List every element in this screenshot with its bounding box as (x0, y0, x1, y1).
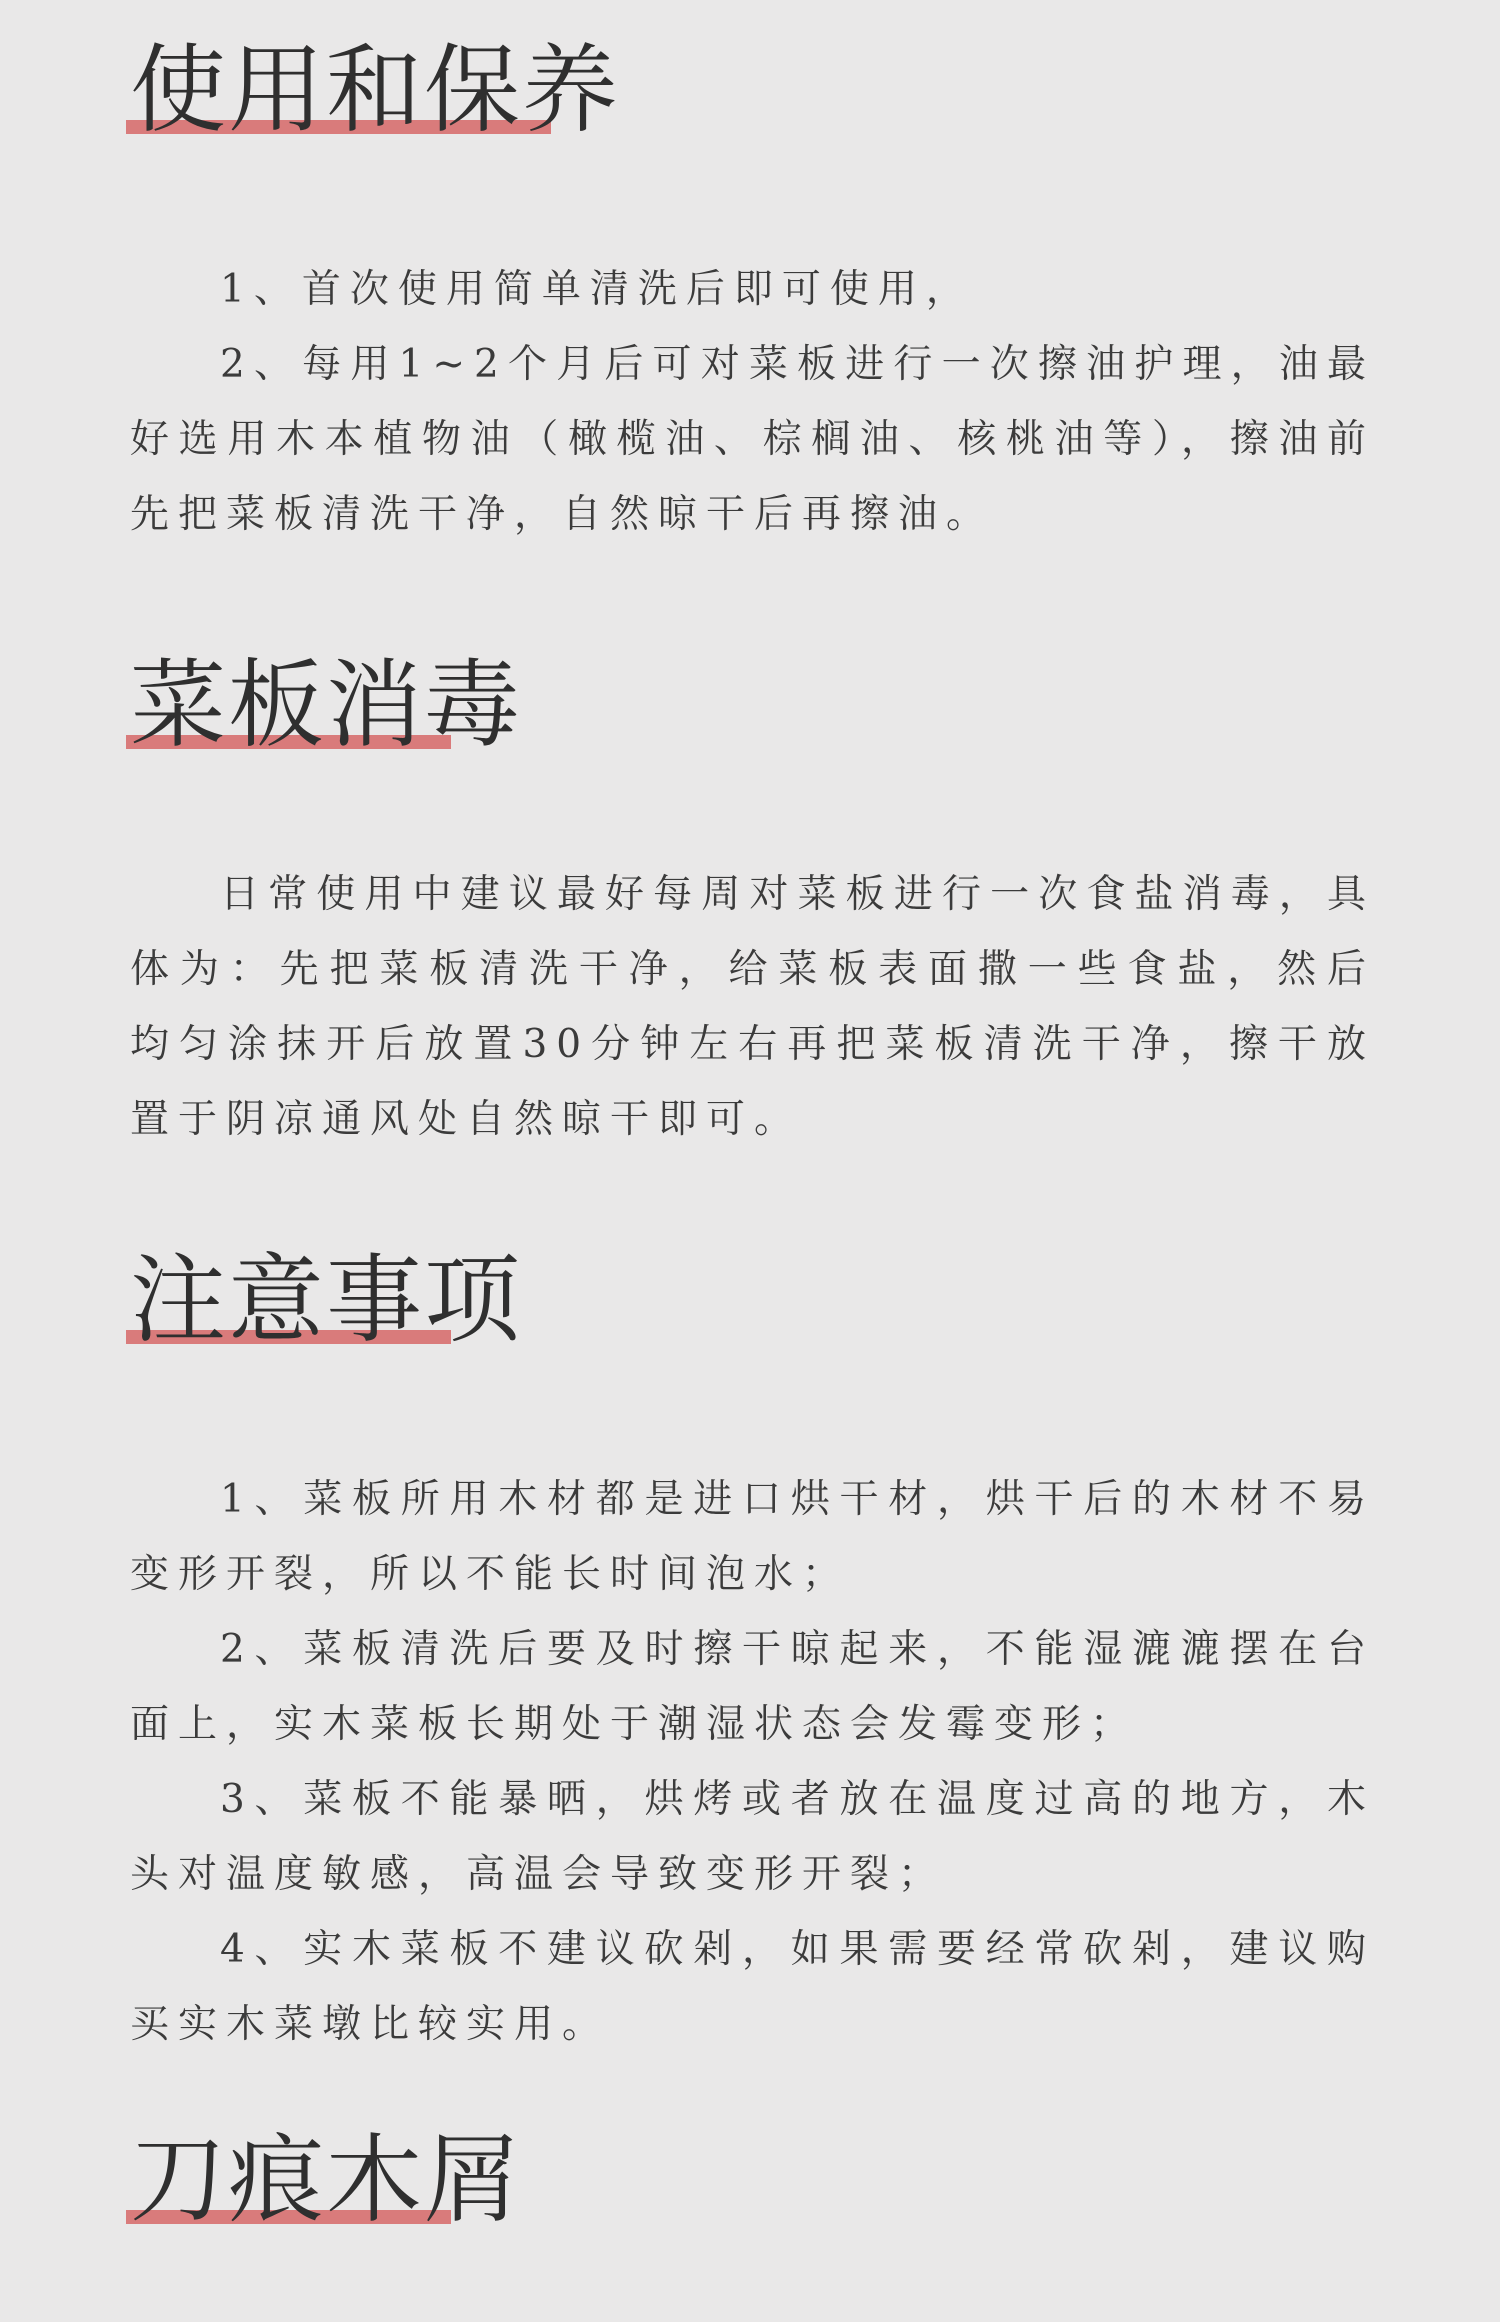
paragraph: 2、菜板清洗后要及时擦干晾起来，不能湿漉漉摆在台面上，实木菜板长期处于潮湿状态会发霉变形； (130, 1627, 1375, 1747)
section-body (130, 252, 1375, 552)
section-usage-care (130, 34, 1375, 552)
paragraph: 3、菜板不能暴晒，烘烤或者放在温度过高的地方，木头对温度敏感，高温会导致变形开裂； (130, 1777, 1375, 1897)
section-title: 使用和保养 (130, 34, 620, 146)
section-heading (130, 649, 1375, 775)
section-title: 刀痕木屑 (130, 2124, 522, 2236)
paragraph: 1、菜板所用木材都是进口烘干材，烘干后的木材不易变形开裂，所以不能长时间泡水； (130, 1477, 1375, 1597)
section-notes (130, 1244, 1375, 2062)
section-title: 注意事项 (130, 1244, 522, 1356)
section-knife-marks (130, 2124, 1375, 2250)
section-heading (130, 2124, 1375, 2250)
paragraph: 2、每用1~2个月后可对菜板进行一次擦油护理，油最好选用木本植物油（橄榄油、棕榈油、核桃油等），擦油前先把菜板清洗干净，自然晾干后再擦油。 (130, 342, 1375, 537)
section-heading (130, 1244, 1375, 1370)
paragraph: 1、首次使用简单清洗后即可使用， (220, 267, 974, 312)
section-disinfection (130, 649, 1375, 1157)
paragraph: 日常使用中建议最好每周对菜板进行一次食盐消毒，具体为：先把菜板清洗干净，给菜板表面撒一些食盐，然后均匀涂抹开后放置30分钟左右再把菜板清洗干净，擦干放置于阴凉通风处自然晾干即可。 (130, 872, 1375, 1142)
paragraph: 4、实木菜板不建议砍剁，如果需要经常砍剁，建议购买实木菜墩比较实用。 (130, 1927, 1375, 2047)
section-body (130, 1462, 1375, 2062)
section-body (130, 857, 1375, 1157)
section-heading (130, 34, 1375, 160)
section-title: 菜板消毒 (130, 649, 522, 761)
